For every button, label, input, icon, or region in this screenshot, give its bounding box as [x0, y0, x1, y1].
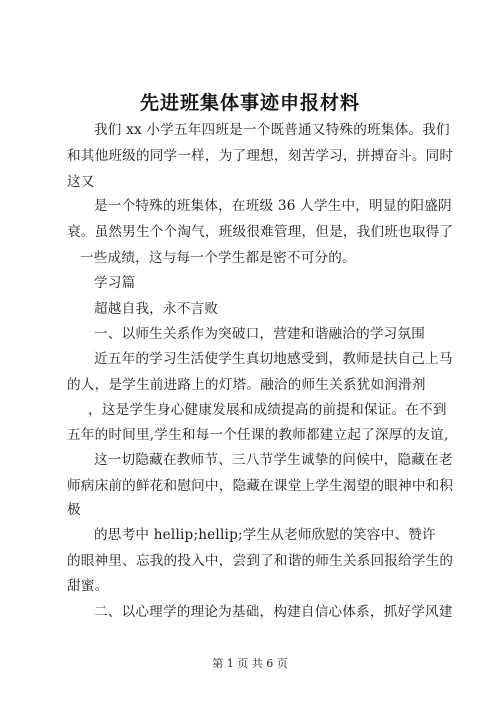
body-line: 师病床前的鲜花和慰问中，隐藏在课堂上学生渴望的眼神中和积: [67, 478, 454, 494]
body-line: 我们 xx 小学五年四班是一个既普通又特殊的班集体。我们: [94, 122, 450, 138]
section-subheading: 超越自我，永不言败: [94, 301, 219, 317]
body-line: 这一切隐藏在教师节、三八节学生诚挚的问候中，隐藏在老: [94, 452, 453, 468]
body-line: 这又: [67, 174, 95, 190]
body-line: 甜蜜。: [67, 578, 109, 594]
document-title: 先进班集体事迹申报材料: [139, 92, 360, 114]
body-line: 的人，是学生前进路上的灯塔。融洽的师生关系犹如润滑剂: [67, 377, 426, 393]
body-line: 的眼神里、忘我的投入中，尝到了和谐的师生关系回报给学生的: [67, 553, 454, 569]
body-line: 五年的时间里,学生和每一个任课的教师都建立起了深厚的友谊,: [67, 427, 449, 443]
body-line: 是一个特殊的班集体，在班级 36 人学生中，明显的阳盛阴: [94, 198, 452, 214]
body-line: 衰。虽然男生个个淘气，班级很难管理，但是，我们班也取得了: [67, 224, 454, 240]
body-line: ，这是学生身心健康发展和成绩提高的前提和保证。在不到: [88, 402, 447, 418]
body-line: 近五年的学习生活使学生真切地感受到，教师是扶自己上马: [94, 351, 453, 367]
numbered-heading: 二、以心理学的理论为基础，构建自信心体系，抓好学风建: [94, 604, 453, 620]
body-line: 的思考中 hellip;hellip;学生从老师欣慰的笑容中、赞许: [94, 527, 436, 543]
body-line: 极: [67, 502, 81, 518]
body-line: 一些成绩，这与每一个学生都是密不可分的。: [80, 250, 356, 266]
body-line: 和其他班级的同学一样，为了理想，刻苦学习，拼搏奋斗。同时: [67, 148, 454, 164]
section-heading: 学习篇: [94, 275, 136, 291]
page-number: 第 1 页 共 6 页: [212, 657, 288, 670]
numbered-heading: 一、以师生关系作为突破口，营建和谐融洽的学习氛围: [94, 326, 426, 342]
